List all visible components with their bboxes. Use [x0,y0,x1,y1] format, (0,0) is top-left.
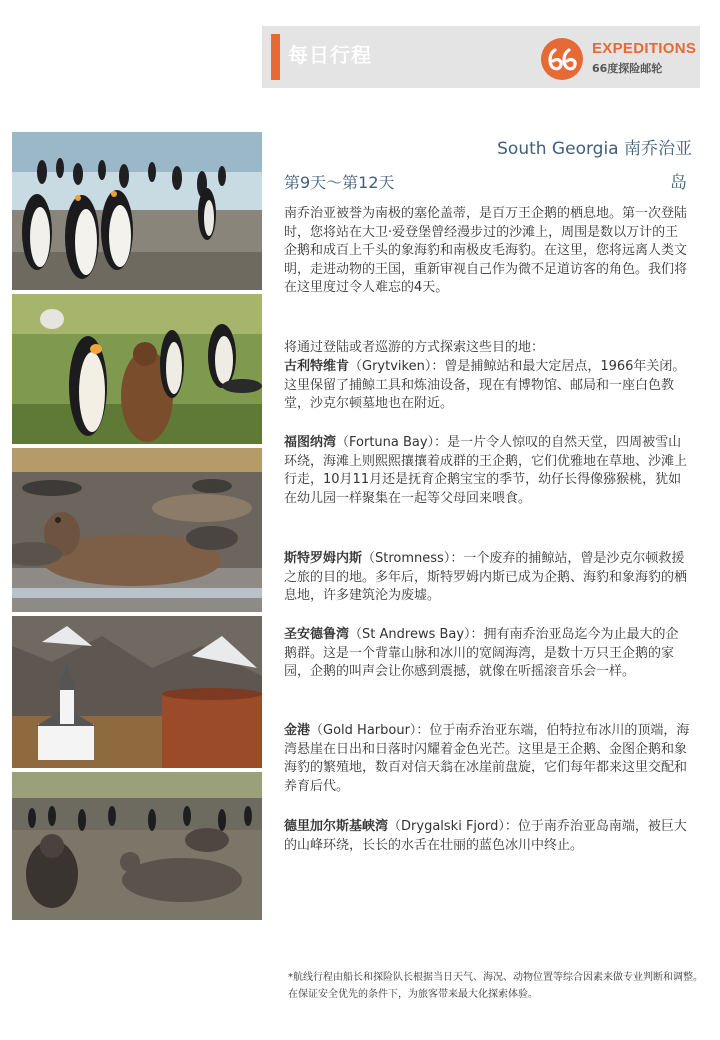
page-title: 每日行程 [288,43,372,67]
brand-logo-icon [540,37,584,81]
photo-penguin-and-chick [12,294,262,444]
header-accent-bar [271,34,280,80]
place-name: 德里加尔斯基峡湾 [284,819,389,834]
place-description: （St Andrews Bay）：拥有南乔治亚岛迄今为止最大的企鹅群。这是一个背靠山脉和冰川的宽阔海湾，是数十万只王企鹅的家园，企鹅的叫声会让你感到震撼，就像在听摇滚音乐会一样。 [284,627,679,680]
place-name: 斯特罗姆内斯 [284,551,363,566]
place-name: 福图纳湾 [284,435,337,450]
photo-fur-seals-penguin-colony [12,772,262,920]
region-title-tail: 岛 [670,173,687,193]
place-description: （Grytviken）：曾是捕鲸站和最大定居点，1966年关闭。这里保留了捕鲸工具和炼油设备，现在有博物馆、邮局和一座白色教堂，沙克尔顿墓地也在附近。 [284,359,686,412]
photo-church-whaling-station [12,616,262,768]
region-title: South Georgia 南乔治亚 [497,139,692,159]
place-stromness [284,550,690,606]
place-description: （Gold Harbour）：位于南乔治亚东端，伯特拉布冰川的顶端，海湾悬崖在日出和日落时闪耀着金色光芒。这里是王企鹅、金图企鹅和象海豹的繁殖地，数百对信天翁在冰崖前盘旋，它们每年都来这里交配和养育后代。 [284,723,690,794]
place-name: 古利特维肯 [284,359,350,374]
place-grytviken [284,358,690,414]
destinations-lead: 将通过登陆或者巡游的方式探索这些目的地： [284,340,545,355]
day-range: 第9天～第12天 [284,173,395,192]
brand-name-cn: 66度探险邮轮 [592,62,663,75]
place-name: 圣安德鲁湾 [284,627,350,642]
place-fortuna-bay [284,434,690,508]
place-name: 金港 [284,723,311,738]
place-drygalski-fjord [284,818,690,855]
place-description: （Stromness）：一个废弃的捕鲸站，曾是沙克尔顿救援之旅的目的地。多年后，斯特罗姆内斯已成为企鹅、海豹和象海豹的栖息地，许多建筑沦为废墟。 [284,551,688,604]
brand-name-en: EXPEDITIONS [592,40,697,57]
place-gold-harbour [284,722,690,796]
place-description: （Fortuna Bay）：是一片令人惊叹的自然天堂，四周被雪山环绕，海滩上则熙熙攘攘着成群的王企鹅，它们优雅地在草地、沙滩上行走，10月11月还是抚育企鹅宝宝的季节，幼仔长得像猕猴桃，犹如在幼儿园一样聚集在一起等父母回来喂食。 [284,435,688,506]
photo-king-penguins-beach [12,132,262,290]
photo-elephant-seals [12,448,262,612]
intro-paragraph: 南乔治亚被誉为南极的塞伦盖蒂，是百万王企鹅的栖息地。第一次登陆时，您将站在大卫·爱登堡曾经漫步过的沙滩上，周围是数以万计的王企鹅和成百上千头的象海豹和南极皮毛海豹。在这里，您将远离人类文明，走进动物的王国，重新审视自己作为微不足道访客的角色。我们将在这里度过令人难忘的4天。 [284,206,688,296]
footnote: *航线行程由船长和探险队长根据当日天气、海况、动物位置等综合因素来做专业判断和调整。在保证安全优先的条件下，为旅客带来最大化探索体验。 [288,972,703,1000]
place-st-andrews-bay [284,626,690,682]
photo-column [12,132,262,924]
place-description: （Drygalski Fjord）：位于南乔治亚岛南端，被巨大的山峰环绕，长长的水舌在壮丽的蓝色冰川中终止。 [284,819,687,853]
